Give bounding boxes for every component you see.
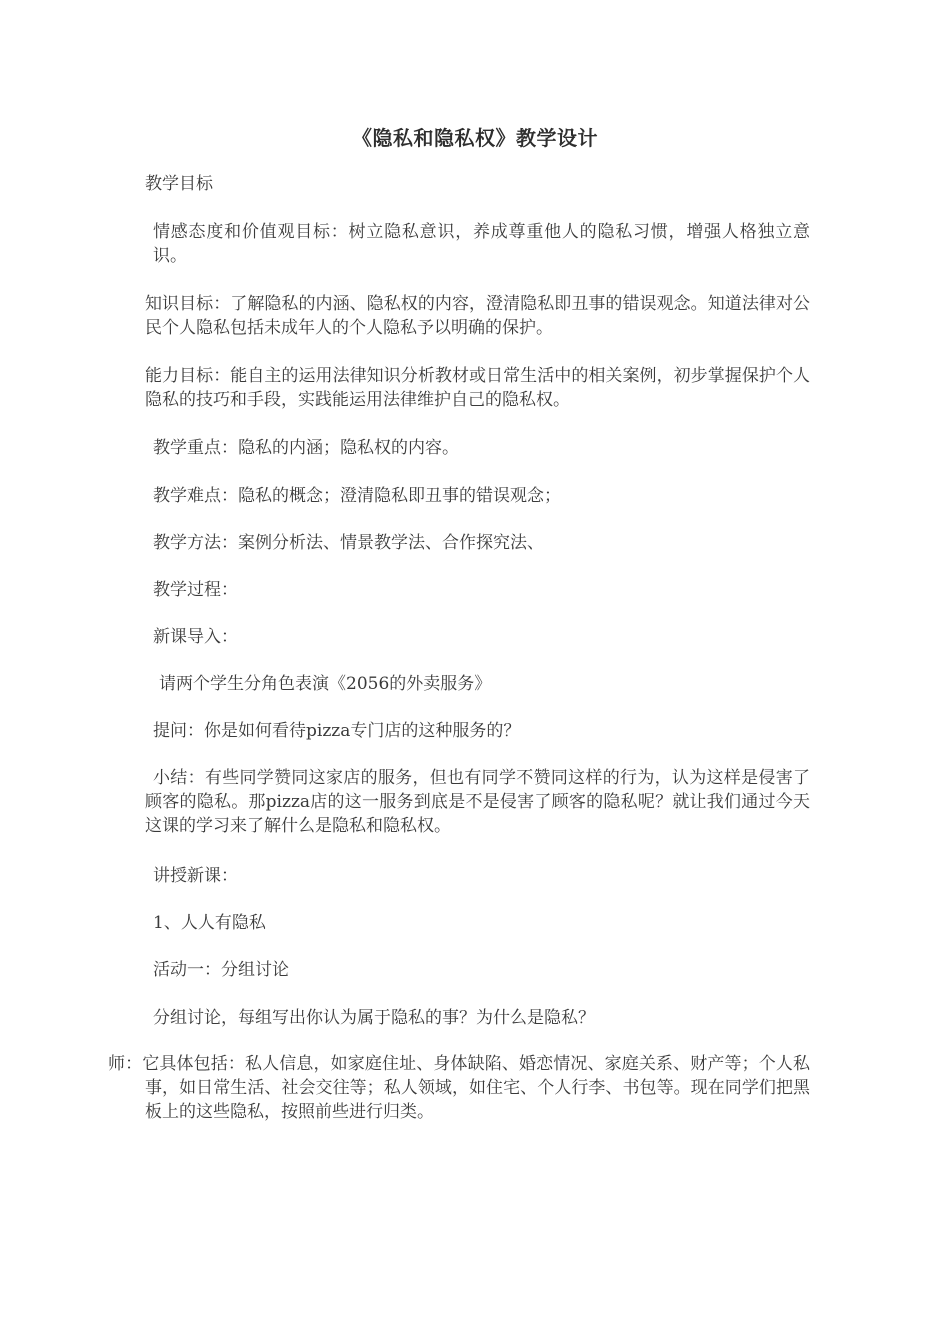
paragraph-question: 提问：你是如何看待pizza专门店的这种服务的？ [153,721,521,741]
paragraph-summary: 小结：有些同学赞同这家店的服务，但也有同学不赞同这样的行为，认为这样是侵害了顾客的隐私。那pizza店的这一服务到底是不是侵害了顾客的隐私呢？就让我们通过今天这课的学习来了解什么是隐私和隐私权。 [145,768,810,836]
paragraph-intro: 新课导入： [153,627,238,647]
paragraph-difficulties: 教学难点：隐私的概念；澄清隐私即丑事的错误观念； [153,486,561,506]
paragraph-methods: 教学方法：案例分析法、情景教学法、合作探究法、 [153,533,544,553]
paragraph-process: 教学过程： [153,580,238,600]
paragraph-emotion-goal: 情感态度和价值观目标：树立隐私意识，养成尊重他人的隐私习惯，增强人格独立意识。 [153,222,810,266]
paragraph-new-lesson: 讲授新课： [153,866,238,886]
paragraph-roleplay: 请两个学生分角色表演《2056的外卖服务》 [159,674,492,694]
paragraph-key-points: 教学重点：隐私的内涵；隐私权的内容。 [153,438,459,458]
paragraph-knowledge-goal: 知识目标：了解隐私的内涵、隐私权的内容，澄清隐私即丑事的错误观念。知道法律对公民个人隐私包括未成年人的个人隐私予以明确的保护。 [145,294,810,338]
paragraph-teacher-note: 师：它具体包括：私人信息，如家庭住址、身体缺陷、婚恋情况、家庭关系、财产等；个人私事，如日常生活、社会交往等；私人领域，如住宅、个人行李、书包等。现在同学们把黑板上的这些隐私，按照前些进行归类。 [108,1054,810,1122]
paragraph-ability-goal: 能力目标：能自主的运用法律知识分析教材或日常生活中的相关案例，初步掌握保护个人隐私的技巧和手段，实践能运用法律维护自己的隐私权。 [145,366,810,410]
paragraph-section-1: 1、人人有隐私 [153,913,266,933]
paragraph-teaching-goals: 教学目标 [145,174,213,194]
paragraph-group-discussion: 分组讨论，每组写出你认为属于隐私的事？为什么是隐私？ [153,1008,595,1028]
paragraph-activity-1: 活动一：分组讨论 [153,960,289,980]
document-title: 《隐私和隐私权》教学设计 [352,126,598,150]
